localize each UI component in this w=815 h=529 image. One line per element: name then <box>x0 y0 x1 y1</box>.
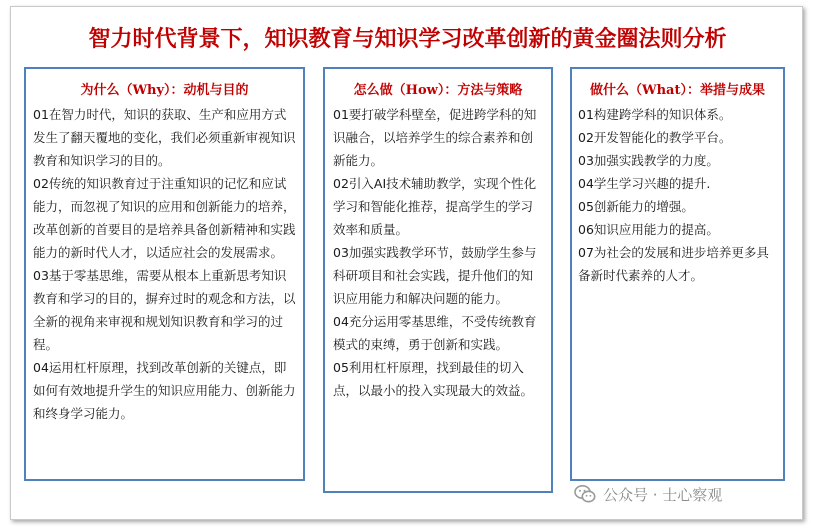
what-item: 04学生学习兴趣的提升. <box>578 176 711 191</box>
panel-why-header: 为什么（Why）：动机与目的 <box>80 83 249 98</box>
panel-how-items <box>325 103 551 402</box>
what-item: 06知识应用能力的提高。 <box>578 222 719 237</box>
page-title: 智力时代背景下，知识教育与知识学习改革创新的黄金圈法则分析 <box>88 26 727 52</box>
panel-what-items <box>572 103 783 287</box>
what-item: 01构建跨学科的知识体系。 <box>578 107 732 122</box>
why-item: 03基于零基思维，需要从根本上重新思考知识教育和学习的目的，摒弃过时的观念和方法，以全新的视角来审视和规划知识教育和学习的过程。 <box>33 268 296 352</box>
panel-how-header: 怎么做（How）：方法与策略 <box>353 83 523 98</box>
panel-why <box>24 67 305 481</box>
why-item: 01在智力时代，知识的获取、生产和应用方式发生了翻天覆地的变化，我们必须重新审视知识教育和知识学习的目的。 <box>33 107 296 168</box>
how-item: 01要打破学科壁垒，促进跨学科的知识融合，以培养学生的综合素养和创新能力。 <box>333 107 537 168</box>
panel-how <box>323 67 553 493</box>
how-item: 04充分运用零基思维，不受传统教育模式的束缚，勇于创新和实践。 <box>333 314 537 352</box>
why-item: 02传统的知识教育过于注重知识的记忆和应试能力，而忽视了知识的应用和创新能力的培养，改革创新的首要目的是培养具备创新精神和实践能力的新时代人才，以适应社会的发展需求。 <box>33 176 296 260</box>
how-item: 02引入AI技术辅助教学，实现个性化学习和智能化推荐，提高学生的学习效率和质量。 <box>333 176 537 237</box>
what-item: 07为社会的发展和进步培养更多具备新时代素养的人才。 <box>578 245 769 283</box>
how-item: 03加强实践教学环节，鼓励学生参与科研项目和社会实践，提升他们的知识应用能力和解决问题的能力。 <box>333 245 537 306</box>
how-item: 05利用杠杆原理，找到最佳的切入点，以最小的投入实现最大的效益。 <box>333 360 534 398</box>
what-item: 05创新能力的增强。 <box>578 199 694 214</box>
panel-what-header: 做什么（What）：举措与成果 <box>590 83 765 98</box>
panel-what <box>570 67 785 481</box>
what-item: 02开发智能化的教学平台。 <box>578 130 732 145</box>
why-item: 04运用杠杆原理，找到改革创新的关键点，即如何有效地提升学生的知识应用能力、创新能力和终身学习能力。 <box>33 360 296 421</box>
panel-why-items <box>26 103 303 425</box>
watermark-text: 公众号 · 士心察观 <box>603 485 723 504</box>
what-item: 03加强实践教学的力度。 <box>578 153 719 168</box>
watermark <box>573 482 722 506</box>
wechat-icon <box>573 482 597 506</box>
